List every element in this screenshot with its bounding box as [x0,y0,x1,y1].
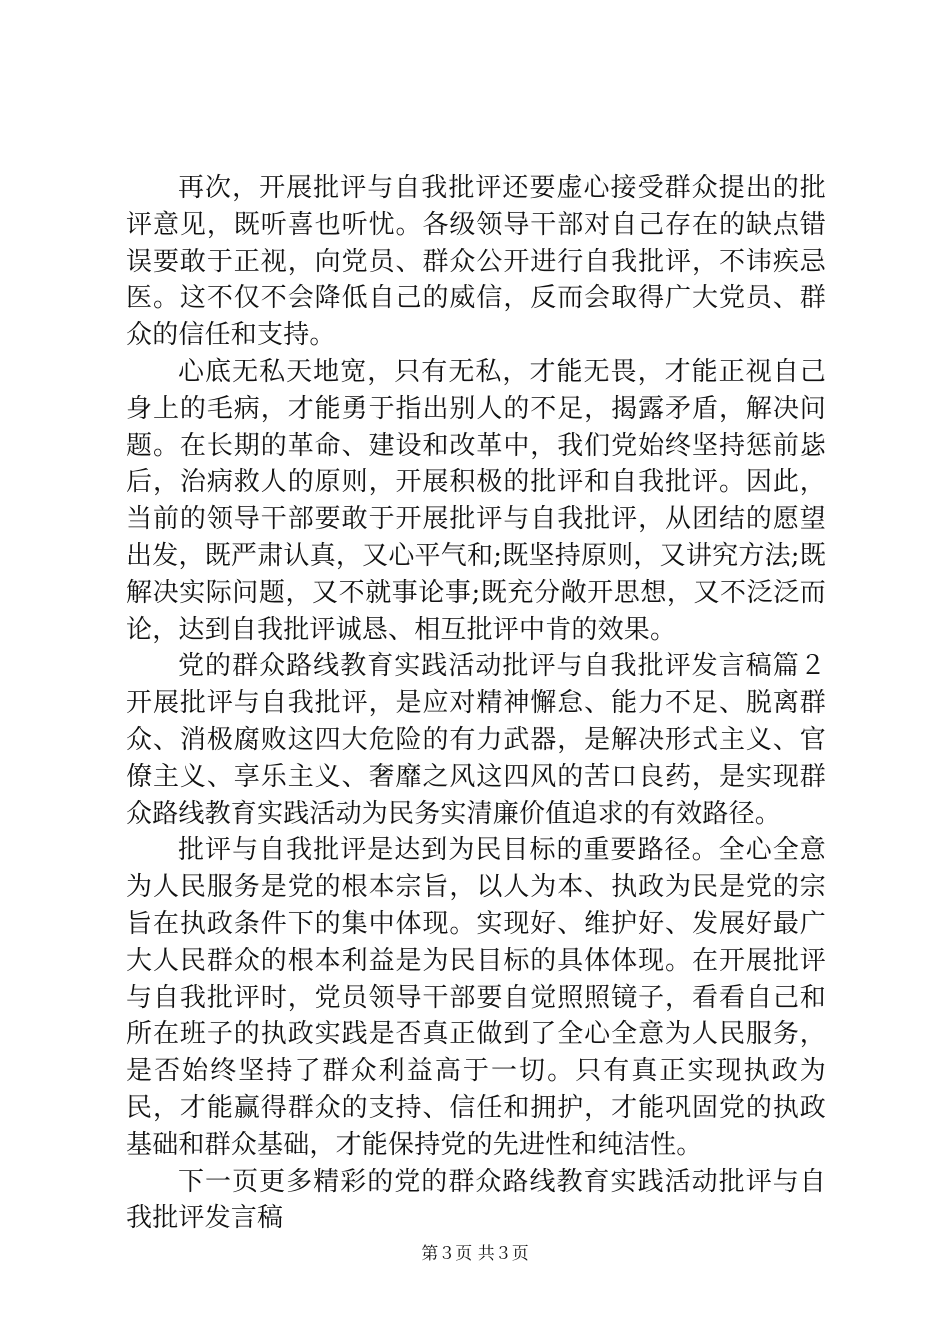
paragraph-self-criticism-opinions: 再次，开展批评与自我批评还要虚心接受群众提出的批评意见，既听喜也听忧。各级领导干部对自己存在的缺点错误要敢于正视，向党员、群众公开进行自我批评，不讳疾忌医。这不仅不会降低自己的威信，反而会取得广大党员、群众的信任和支持。 [126,173,826,351]
page-number-footer: 第３页 共３页 [421,1244,529,1264]
paragraph-next-page-link: 下一页更多精彩的党的群众路线教育实践活动批评与自我批评发言稿 [126,1166,826,1234]
document-body [126,170,826,1237]
paragraph-serve-the-people: 批评与自我批评是达到为民目标的重要路径。全心全意为人民服务是党的根本宗旨，以人为本、执政为民是党的宗旨在执政条件下的集中体现。实现好、维护好、发展好最广大人民群众的根本利益是为民目标的具体体现。在开展批评与自我批评时，党员领导干部要自觉照照镜子，看看自己和所在班子的执政实践是否真正做到了全心全意为人民服务，是否始终坚持了群众利益高于一切。只有真正实现执政为民，才能赢得群众的支持、信任和拥护，才能巩固党的执政基础和群众基础，才能保持党的先进性和纯洁性。 [126,835,826,1160]
paragraph-selfless-courage: 心底无私天地宽，只有无私，才能无畏，才能正视自己身上的毛病，才能勇于指出别人的不足，揭露矛盾，解决问题。在长期的革命、建设和改革中，我们党始终坚持惩前毖后，治病救人的原则，开展积极的批评和自我批评。因此，当前的领导干部要敢于开展批评与自我批评，从团结的愿望出发，既严肃认真，又心平气和;既坚持原则，又讲究方法;既解决实际问题，又不就事论事;既充分敞开思想，又不泛泛而论，达到自我批评诚恳、相互批评中肯的效果。 [126,356,826,645]
paragraph-article-2-intro: 党的群众路线教育实践活动批评与自我批评发言稿篇２开展批评与自我批评，是应对精神懈怠、能力不足、脱离群众、消极腐败这四大危险的有力武器，是解决形式主义、官僚主义、享乐主义、奢靡之风这四风的苦口良药，是实现群众路线教育实践活动为民务实清廉价值追求的有效路径。 [126,651,826,829]
